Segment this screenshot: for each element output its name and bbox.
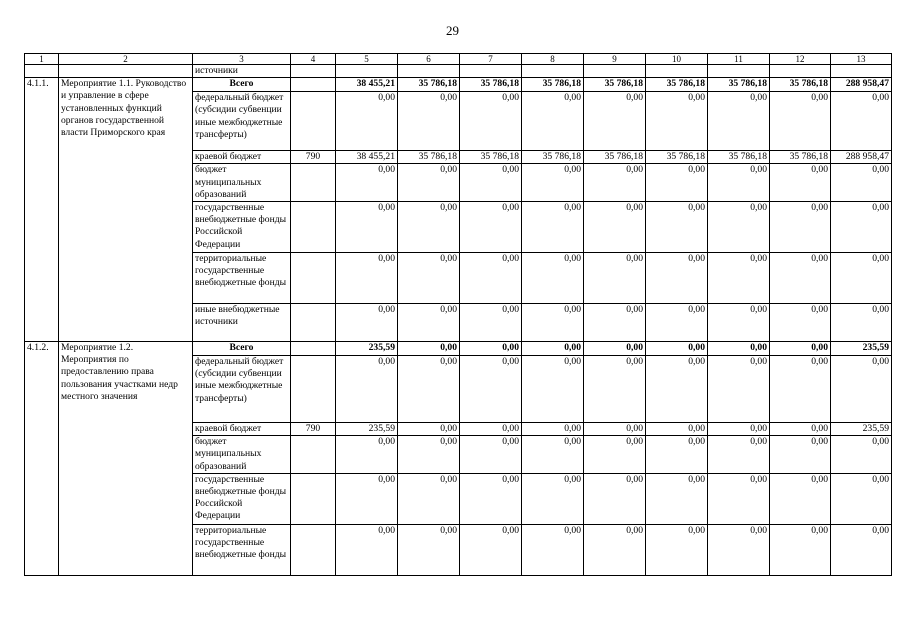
value-cell: 35 786,18 (460, 151, 522, 164)
value-cell: 0,00 (584, 473, 646, 524)
value-cell: 0,00 (831, 164, 892, 202)
value-cell: 35 786,18 (646, 151, 708, 164)
value-cell: 0,00 (584, 164, 646, 202)
value-cell: 0,00 (708, 164, 770, 202)
budget-code (291, 164, 336, 202)
value-cell (522, 65, 584, 78)
value-cell: 0,00 (646, 436, 708, 474)
value-cell: 0,00 (398, 473, 460, 524)
value-cell: 0,00 (398, 164, 460, 202)
source-label: территориальные государственные внебюджетные фонды (193, 253, 291, 304)
value-cell: 0,00 (584, 423, 646, 436)
value-cell: 0,00 (398, 202, 460, 253)
value-cell: 0,00 (336, 524, 398, 575)
value-cell: 0,00 (831, 304, 892, 342)
value-cell: 0,00 (522, 356, 584, 423)
value-cell: 0,00 (646, 524, 708, 575)
value-cell: 0,00 (336, 164, 398, 202)
value-cell: 0,00 (770, 164, 831, 202)
value-cell: 0,00 (460, 164, 522, 202)
value-cell: 0,00 (522, 164, 584, 202)
budget-code (291, 92, 336, 151)
value-cell: 0,00 (522, 524, 584, 575)
value-cell: 0,00 (770, 253, 831, 304)
value-cell: 0,00 (770, 524, 831, 575)
value-cell: 35 786,18 (770, 151, 831, 164)
value-cell: 35 786,18 (522, 151, 584, 164)
budget-code (291, 473, 336, 524)
value-cell: 235,59 (336, 342, 398, 356)
value-cell: 0,00 (584, 202, 646, 253)
value-cell: 0,00 (584, 304, 646, 342)
value-cell: 0,00 (460, 253, 522, 304)
value-cell: 0,00 (770, 342, 831, 356)
value-cell: 0,00 (336, 304, 398, 342)
name-cell (59, 65, 193, 78)
value-cell: 0,00 (646, 253, 708, 304)
value-cell: 0,00 (584, 253, 646, 304)
budget-code (291, 436, 336, 474)
value-cell: 0,00 (336, 92, 398, 151)
table-row (25, 78, 892, 92)
value-cell: 0,00 (336, 202, 398, 253)
funding-table (24, 53, 892, 576)
source-label: иные внебюджетные источники (193, 304, 291, 342)
value-cell: 35 786,18 (584, 151, 646, 164)
value-cell: 0,00 (708, 356, 770, 423)
value-cell: 0,00 (522, 342, 584, 356)
column-header: 13 (831, 54, 892, 65)
source-label: федеральный бюджет (субсидии субвенции иные межбюджетные трансферты) (193, 356, 291, 423)
value-cell (398, 65, 460, 78)
value-cell (460, 65, 522, 78)
source-label: источники (193, 65, 291, 78)
value-cell: 0,00 (708, 304, 770, 342)
value-cell: 0,00 (398, 304, 460, 342)
value-cell: 0,00 (584, 524, 646, 575)
value-cell: 0,00 (584, 92, 646, 151)
value-cell (336, 65, 398, 78)
value-cell: 0,00 (708, 253, 770, 304)
value-cell: 0,00 (336, 356, 398, 423)
value-cell: 235,59 (831, 423, 892, 436)
value-cell: 0,00 (831, 436, 892, 474)
column-header: 7 (460, 54, 522, 65)
value-cell: 0,00 (522, 473, 584, 524)
value-cell (770, 65, 831, 78)
value-cell: 0,00 (398, 92, 460, 151)
activity-name: Мероприятие 1.1. Руководство и управление в сфере установленных функций органов государственной власти Приморского края (59, 78, 193, 342)
value-cell: 0,00 (336, 473, 398, 524)
value-cell: 0,00 (522, 92, 584, 151)
value-cell: 35 786,18 (708, 151, 770, 164)
source-label: бюджет муниципальных образований (193, 164, 291, 202)
value-cell: 0,00 (646, 202, 708, 253)
column-header: 1 (25, 54, 59, 65)
value-cell: 0,00 (831, 473, 892, 524)
source-label: Всего (193, 342, 291, 356)
value-cell: 35 786,18 (584, 78, 646, 92)
value-cell: 0,00 (336, 436, 398, 474)
page-number: 29 (446, 23, 459, 38)
value-cell: 0,00 (708, 423, 770, 436)
source-label: государственные внебюджетные фонды Российской Федерации (193, 473, 291, 524)
value-cell: 0,00 (398, 524, 460, 575)
value-cell: 0,00 (770, 356, 831, 423)
source-label: краевой бюджет (193, 151, 291, 164)
activity-code: 4.1.1. (25, 78, 59, 342)
table-row (25, 342, 892, 356)
value-cell: 0,00 (708, 473, 770, 524)
value-cell: 288 958,47 (831, 151, 892, 164)
budget-code (291, 253, 336, 304)
value-cell: 0,00 (522, 436, 584, 474)
value-cell: 0,00 (770, 304, 831, 342)
source-label: Всего (193, 78, 291, 92)
value-cell: 0,00 (770, 473, 831, 524)
value-cell: 0,00 (646, 356, 708, 423)
value-cell: 0,00 (460, 356, 522, 423)
column-header: 5 (336, 54, 398, 65)
value-cell: 0,00 (646, 304, 708, 342)
value-cell: 0,00 (460, 473, 522, 524)
value-cell: 38 455,21 (336, 151, 398, 164)
value-cell: 0,00 (522, 253, 584, 304)
value-cell: 288 958,47 (831, 78, 892, 92)
activity-code: 4.1.2. (25, 342, 59, 576)
value-cell: 0,00 (646, 423, 708, 436)
value-cell: 0,00 (831, 202, 892, 253)
budget-code (291, 524, 336, 575)
value-cell: 0,00 (460, 524, 522, 575)
source-label: государственные внебюджетные фонды Российской Федерации (193, 202, 291, 253)
value-cell: 0,00 (708, 202, 770, 253)
value-cell: 235,59 (831, 342, 892, 356)
value-cell: 0,00 (336, 253, 398, 304)
value-cell: 35 786,18 (646, 78, 708, 92)
value-cell: 0,00 (460, 202, 522, 253)
value-cell: 0,00 (522, 423, 584, 436)
column-header: 10 (646, 54, 708, 65)
value-cell: 0,00 (460, 304, 522, 342)
source-label: бюджет муниципальных образований (193, 436, 291, 474)
column-header: 6 (398, 54, 460, 65)
budget-code (291, 78, 336, 92)
value-cell: 0,00 (522, 304, 584, 342)
budget-code (291, 356, 336, 423)
code-cell (25, 65, 59, 78)
value-cell: 0,00 (708, 524, 770, 575)
value-cell: 0,00 (522, 202, 584, 253)
value-cell (831, 65, 892, 78)
value-cell: 0,00 (646, 473, 708, 524)
value-cell (291, 65, 336, 78)
value-cell: 235,59 (336, 423, 398, 436)
value-cell: 0,00 (770, 423, 831, 436)
value-cell: 0,00 (646, 164, 708, 202)
value-cell: 0,00 (831, 92, 892, 151)
value-cell: 0,00 (398, 342, 460, 356)
value-cell: 0,00 (460, 436, 522, 474)
value-cell: 0,00 (584, 356, 646, 423)
column-header: 11 (708, 54, 770, 65)
column-header: 9 (584, 54, 646, 65)
value-cell: 0,00 (398, 436, 460, 474)
value-cell: 0,00 (460, 92, 522, 151)
value-cell: 0,00 (831, 356, 892, 423)
column-header: 4 (291, 54, 336, 65)
value-cell: 0,00 (398, 356, 460, 423)
value-cell (708, 65, 770, 78)
value-cell: 35 786,18 (460, 78, 522, 92)
value-cell: 35 786,18 (398, 78, 460, 92)
value-cell: 0,00 (398, 423, 460, 436)
value-cell: 0,00 (398, 253, 460, 304)
value-cell: 0,00 (708, 436, 770, 474)
budget-code: 790 (291, 151, 336, 164)
column-header: 2 (59, 54, 193, 65)
value-cell: 0,00 (646, 342, 708, 356)
value-cell: 0,00 (708, 342, 770, 356)
value-cell: 35 786,18 (522, 78, 584, 92)
budget-code (291, 342, 336, 356)
continuation-row (25, 65, 892, 78)
value-cell: 0,00 (708, 92, 770, 151)
value-cell: 0,00 (584, 436, 646, 474)
value-cell: 0,00 (646, 92, 708, 151)
activity-name: Мероприятие 1.2. Мероприятия по предоставлению права пользования участками недр местного значения (59, 342, 193, 576)
value-cell: 0,00 (460, 423, 522, 436)
value-cell: 35 786,18 (770, 78, 831, 92)
column-header: 8 (522, 54, 584, 65)
value-cell (584, 65, 646, 78)
value-cell: 38 455,21 (336, 78, 398, 92)
value-cell: 0,00 (770, 436, 831, 474)
value-cell: 0,00 (831, 253, 892, 304)
value-cell: 0,00 (584, 342, 646, 356)
source-label: федеральный бюджет (субсидии субвенции иные межбюджетные трансферты) (193, 92, 291, 151)
value-cell: 35 786,18 (398, 151, 460, 164)
value-cell (646, 65, 708, 78)
budget-code (291, 304, 336, 342)
budget-code (291, 202, 336, 253)
value-cell: 0,00 (460, 342, 522, 356)
source-label: краевой бюджет (193, 423, 291, 436)
value-cell: 0,00 (770, 92, 831, 151)
value-cell: 35 786,18 (708, 78, 770, 92)
value-cell: 0,00 (770, 202, 831, 253)
column-header: 3 (193, 54, 291, 65)
source-label: территориальные государственные внебюджетные фонды (193, 524, 291, 575)
column-header: 12 (770, 54, 831, 65)
budget-code: 790 (291, 423, 336, 436)
header-row (25, 54, 892, 65)
value-cell: 0,00 (831, 524, 892, 575)
